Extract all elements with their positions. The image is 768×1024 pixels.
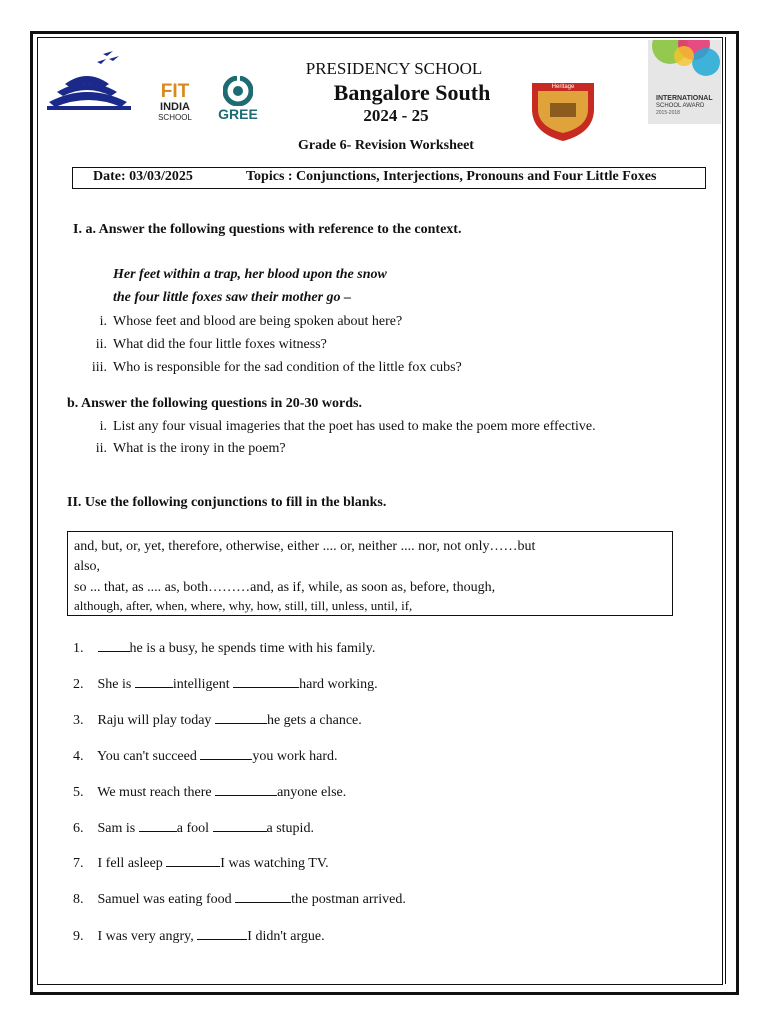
question-text: What is the irony in the poem? <box>113 441 286 456</box>
answer-blank[interactable] <box>215 783 277 796</box>
answer-blank[interactable] <box>197 927 247 940</box>
item-number: 1. <box>73 641 84 656</box>
conjunction-word-box <box>67 531 673 616</box>
page-border-right-line <box>725 37 726 984</box>
award-years: 2015-2018 <box>656 110 680 116</box>
gree-logo-text: GREE <box>218 106 258 122</box>
item-number: 7. <box>73 856 84 871</box>
item-text: You can't succeed <box>96 749 201 764</box>
poem-quote-line-2: the four little foxes saw their mother go – <box>113 290 352 305</box>
answer-blank[interactable] <box>200 747 252 760</box>
item-number: 9. <box>73 929 84 944</box>
blank-item-6 <box>73 819 314 837</box>
item-text: We must reach there <box>97 785 216 800</box>
item-text: the postman arrived. <box>291 892 406 907</box>
answer-blank[interactable] <box>213 819 267 832</box>
item-text: I was very angry, <box>97 929 198 944</box>
item-text: Samuel was eating food <box>97 892 236 907</box>
item-text: She is <box>97 677 135 692</box>
answer-blank[interactable] <box>166 854 220 867</box>
item-number: 6. <box>73 821 84 836</box>
award-title: INTERNATIONAL <box>656 95 713 102</box>
item-text: hard working. <box>299 677 378 692</box>
award-subtitle: SCHOOL AWARD <box>656 103 705 109</box>
answer-blank[interactable] <box>139 819 177 832</box>
answer-blank[interactable] <box>215 711 267 724</box>
blank-item-9 <box>73 927 325 945</box>
blank-item-5 <box>73 783 346 801</box>
item-text: a stupid. <box>266 821 314 836</box>
answer-blank[interactable] <box>135 675 173 688</box>
item-text: I didn't argue. <box>247 929 325 944</box>
item-text: anyone else. <box>277 785 347 800</box>
fit-logo-india: INDIA <box>160 101 190 113</box>
word-box-line-4: although, after, when, where, why, how, still, till, unless, until, if, <box>74 598 413 613</box>
item-text: he is a busy, he spends time with his family. <box>129 641 376 656</box>
worksheet-topics: Topics : Conjunctions, Interjections, Pronouns and Four Little Foxes <box>246 169 657 184</box>
item-number: 4. <box>73 749 84 764</box>
item-text: I fell asleep <box>97 856 167 871</box>
date-topics-box <box>72 167 706 189</box>
question-number: ii. <box>95 337 107 352</box>
answer-blank[interactable] <box>98 639 130 652</box>
school-title: PRESIDENCY SCHOOL <box>305 59 483 78</box>
item-text: Raju will play today <box>97 713 215 728</box>
question-text: Who is responsible for the sad condition of the little fox cubs? <box>113 360 462 375</box>
item-number: 5. <box>73 785 84 800</box>
crest-text: Heritage <box>551 84 575 90</box>
blank-item-3 <box>73 711 362 729</box>
blank-item-7 <box>73 854 329 872</box>
item-text: you work hard. <box>252 749 338 764</box>
blank-item-4 <box>73 747 338 765</box>
answer-blank[interactable] <box>235 890 291 903</box>
worksheet-date: Date: 03/03/2025 <box>93 169 193 184</box>
school-branch: Bangalore South <box>333 80 491 105</box>
question-number: i. <box>99 314 107 329</box>
section-2-heading: II. Use the following conjunctions to fill in the blanks. <box>67 495 387 510</box>
answer-blank[interactable] <box>233 675 299 688</box>
question-text: Whose feet and blood are being spoken about here? <box>113 314 403 329</box>
fit-logo-text: FIT <box>160 81 190 102</box>
item-number: 8. <box>73 892 84 907</box>
question-text: What did the four little foxes witness? <box>113 337 327 352</box>
blank-item-8 <box>73 890 406 908</box>
question-number: i. <box>99 419 107 434</box>
section-1a-heading: I. a. Answer the following questions with reference to the context. <box>73 222 462 237</box>
worksheet-title: Grade 6- Revision Worksheet <box>298 138 474 153</box>
question-number: ii. <box>95 441 107 456</box>
item-text: Sam is <box>97 821 139 836</box>
blank-item-1 <box>73 639 375 657</box>
academic-year: 2024 - 25 <box>363 106 429 125</box>
item-text: I was watching TV. <box>220 856 329 871</box>
item-number: 2. <box>73 677 84 692</box>
fit-logo-school: SCHOOL <box>158 113 192 122</box>
word-box-line-1: and, but, or, yet, therefore, otherwise, either .... or, neither .... nor, not only……but <box>74 539 536 554</box>
question-text: List any four visual imageries that the poet has used to make the poem more effective. <box>113 419 596 434</box>
blank-item-2 <box>73 675 378 693</box>
item-number: 3. <box>73 713 84 728</box>
question-number: iii. <box>91 360 107 375</box>
word-box-line-3: so ... that, as .... as, both………and, as if, while, as soon as, before, though, <box>74 580 496 595</box>
item-text: intelligent <box>172 677 234 692</box>
poem-quote-line-1: Her feet within a trap, her blood upon the snow <box>113 267 387 282</box>
section-1b-heading: b. Answer the following questions in 20-30 words. <box>67 396 362 411</box>
item-text: he gets a chance. <box>266 713 362 728</box>
item-text: a fool <box>176 821 213 836</box>
word-box-line-2: also, <box>74 559 101 574</box>
